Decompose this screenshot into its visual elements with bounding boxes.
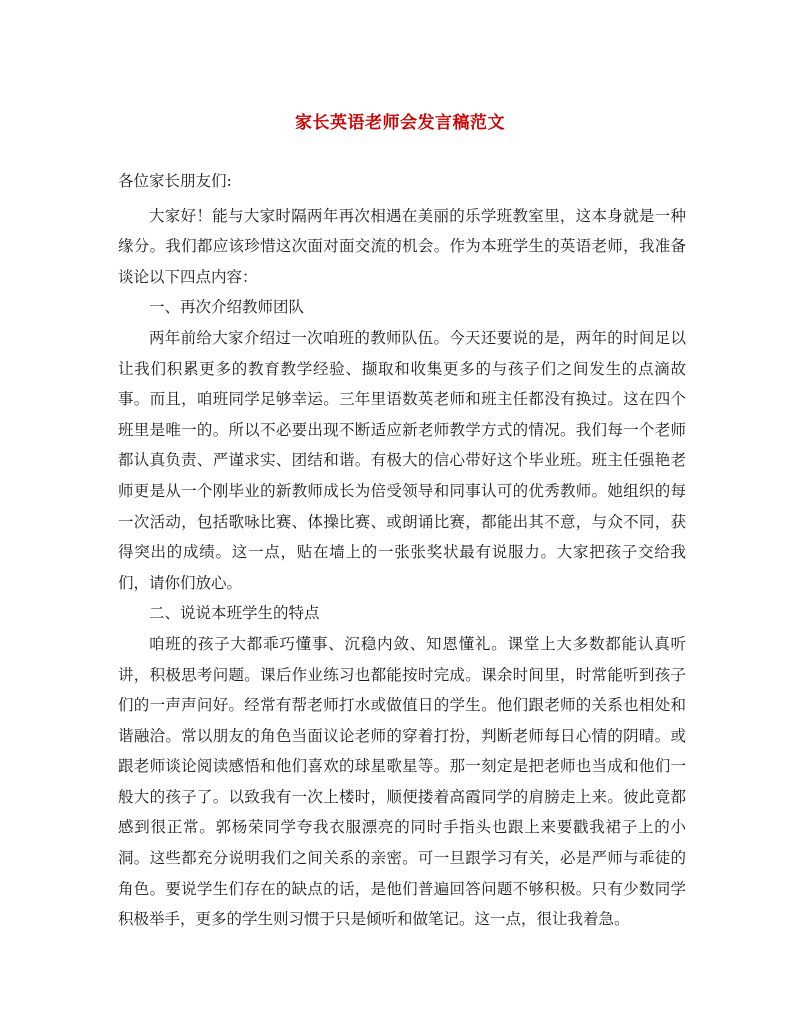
document-title: 家长英语老师会发言稿范文 [295,113,505,133]
section-heading-student-traits: 二、说说本班学生的特点 [149,604,320,623]
document-body [118,166,686,935]
section-heading-teacher-team: 一、再次介绍教师团队 [149,298,305,317]
paragraph-greeting: 大家好！能与大家时隔两年再次相遇在美丽的乐学班教室里，这本身就是一种缘分。我们都应该珍惜这次面对面交流的机会。作为本班学生的英语老师，我准备谈论以下四点内容： [118,206,686,286]
paragraph-student-traits: 咱班的孩子大都乖巧懂事、沉稳内敛、知恩懂礼。课堂上大多数都能认真听讲，积极思考问题。课后作业练习也都能按时完成。课余时间里，时常能听到孩子们的一声声问好。经常有帮老师打水或做值日的学生。他们跟老师的关系也相处和谐融洽。常以朋友的角色当面议论老师的穿着打扮，判断老师每日心情的阴晴。或跟老师谈论阅读感悟和他们喜欢的球星歌星等。那一刻定是把老师也当成和他们一般大的孩子了。以致我有一次上楼时，顺便搂着高霞同学的肩膀走上来。彼此竟都感到很正常。郭杨荣同学夸我衣服漂亮的同时手指头也跟上来要戳我裙子上的小洞。这些都充分说明我们之间关系的亲密。可一旦跟学习有关，必是严师与乖徒的角色。要说学生们存在的缺点的话，是他们普遍回答问题不够积极。只有少数同学积极举手，更多的学生则习惯于只是倾听和做笔记。这一点，很让我着急。 [118,634,686,929]
paragraph-teacher-team: 两年前给大家介绍过一次咱班的教师队伍。今天还要说的是，两年的时间足以让我们积累更多的教育教学经验、撷取和收集更多的与孩子们之间发生的点滴故事。而且，咱班同学足够幸运。三年里语数英老师和班主任都没有换过。这在四个班里是唯一的。所以不必要出现不断适应新老师教学方式的情况。我们每一个老师都认真负责、严谨求实、团结和谐。有极大的信心带好这个毕业班。班主任强艳老师更是从一个刚毕业的新教师成长为倍受领导和同事认可的优秀教师。她组织的每一次活动，包括歌咏比赛、体操比赛、或朗诵比赛，都能出其不意，与众不同，获得突出的成绩。这一点，贴在墙上的一张张奖状最有说服力。大家把孩子交给我们，请你们放心。 [118,328,686,592]
salutation: 各位家长朋友们: [118,172,232,190]
